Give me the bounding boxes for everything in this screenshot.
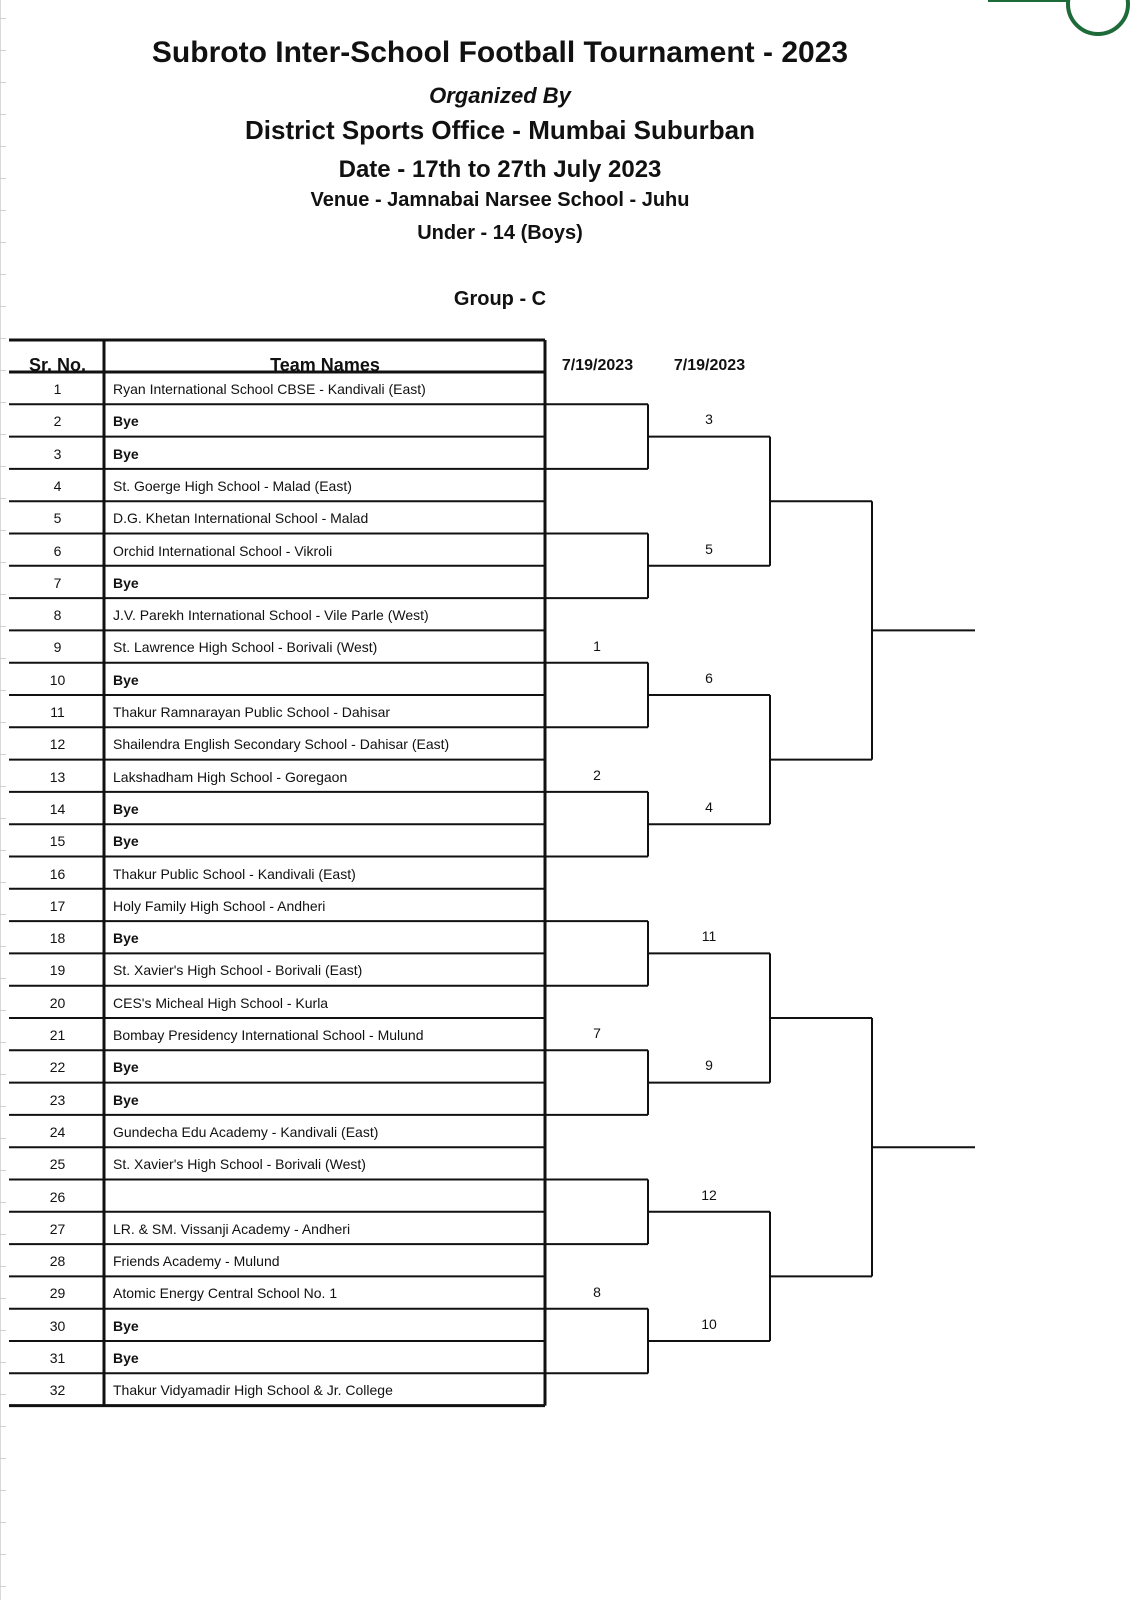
team-name: J.V. Parekh International School - Vile Parle (West): [113, 607, 429, 624]
row-number: 2: [53, 413, 62, 430]
team-name: CES's Micheal High School - Kurla: [113, 994, 329, 1011]
round2-match-label: 12: [701, 1186, 717, 1203]
col-header-team-names: Team Names: [270, 355, 380, 375]
organizer-office: District Sports Office - Mumbai Suburban: [245, 115, 755, 145]
team-name: Thakur Vidyamadir High School & Jr. College: [113, 1382, 393, 1399]
round2-match-label: 6: [705, 669, 713, 686]
tournament-date: Date - 17th to 27th July 2023: [338, 156, 662, 183]
row-number: 21: [49, 1027, 66, 1043]
row-number: 23: [49, 1091, 66, 1108]
row-number: 5: [53, 510, 62, 527]
team-name: St. Xavier's High School - Borivali (East): [113, 962, 363, 979]
round2-match-label: 4: [705, 799, 713, 816]
team-name: St. Xavier's High School - Borivali (West): [113, 1156, 366, 1173]
age-category: Under - 14 (Boys): [417, 222, 583, 244]
row-number: 19: [49, 962, 66, 979]
row-number: 7: [53, 574, 62, 591]
team-name: Bye: [113, 413, 139, 430]
team-name: Gundecha Edu Academy - Kandivali (East): [113, 1123, 379, 1140]
team-name: Holy Family High School - Andheri: [113, 897, 326, 914]
team-name: Shailendra English Secondary School - Dahisar (East): [113, 736, 450, 753]
row-number: 6: [53, 542, 62, 559]
round2-match-label: 3: [705, 411, 713, 428]
row-number: 3: [53, 445, 62, 462]
team-name: Bye: [113, 1059, 139, 1076]
team-name: Atomic Energy Central School No. 1: [113, 1285, 338, 1302]
team-name: Bye: [113, 930, 139, 947]
corner-decoration: [988, 0, 1068, 2]
team-name: Bye: [113, 1350, 139, 1366]
team-name: Bye: [113, 833, 139, 850]
row-number: 4: [53, 477, 62, 494]
row-number: 12: [49, 736, 66, 753]
team-name: D.G. Khetan International School - Malad: [113, 510, 369, 527]
row-number: 17: [49, 897, 66, 914]
row-number: 11: [50, 704, 65, 720]
organized-by: Organized By: [429, 83, 571, 108]
row-number: 25: [49, 1156, 66, 1173]
row-number: 14: [49, 800, 66, 817]
row-number: 16: [49, 865, 66, 882]
round1-match-label: 1: [593, 637, 601, 654]
team-name: St. Goerge High School - Malad (East): [113, 477, 352, 494]
corner-circle-icon: [1066, 0, 1130, 36]
row-number: 1: [53, 381, 62, 397]
team-name: Thakur Ramnarayan Public School - Dahisar: [113, 704, 391, 720]
round1-match-label: 7: [593, 1025, 601, 1042]
team-name: Bye: [113, 1317, 139, 1334]
round1-date: 7/19/2023: [561, 357, 634, 374]
tournament-venue: Venue - Jamnabai Narsee School - Juhu: [310, 189, 690, 211]
row-number: 32: [49, 1382, 66, 1399]
team-name: Bombay Presidency International School - Mulund: [113, 1027, 424, 1043]
team-name: Bye: [113, 671, 139, 688]
team-name: Bye: [113, 445, 139, 462]
team-name: Bye: [113, 574, 139, 591]
team-name: Bye: [113, 800, 139, 817]
round2-date: 7/19/2023: [673, 357, 746, 374]
team-name: Bye: [113, 1091, 139, 1108]
team-name: St. Lawrence High School - Borivali (West): [113, 639, 378, 656]
row-number: 20: [49, 994, 66, 1011]
round2-match-label: 5: [705, 540, 713, 557]
row-number: 22: [49, 1059, 66, 1076]
row-number: 27: [49, 1220, 66, 1237]
round2-match-label: 9: [705, 1057, 713, 1074]
round1-match-label: 8: [593, 1283, 601, 1300]
row-number: 24: [49, 1123, 66, 1140]
team-name: Thakur Public School - Kandivali (East): [113, 865, 356, 882]
row-number: 10: [49, 671, 66, 688]
row-number: 9: [53, 639, 62, 656]
row-number: 26: [49, 1188, 66, 1205]
row-number: 18: [49, 930, 66, 947]
team-name: Ryan International School CBSE - Kandivali (East): [113, 381, 426, 397]
round2-match-label: 10: [701, 1315, 717, 1332]
row-number: 30: [49, 1317, 66, 1334]
tournament-title: Subroto Inter-School Football Tournament - 2023: [151, 36, 849, 69]
round1-match-label: 2: [593, 766, 601, 783]
team-name: Lakshadham High School - Goregaon: [113, 768, 348, 785]
row-number: 8: [53, 607, 62, 624]
round2-match-label: 11: [701, 928, 717, 945]
row-number: 15: [49, 833, 66, 850]
team-name: LR. & SM. Vissanji Academy - Andheri: [113, 1220, 351, 1237]
team-name: Orchid International School - Vikroli: [113, 542, 333, 559]
row-number: 28: [49, 1253, 66, 1270]
team-name: Friends Academy - Mulund: [113, 1253, 280, 1270]
row-number: 29: [49, 1285, 66, 1302]
row-number: 13: [49, 768, 66, 785]
col-header-sr-no: Sr. No.: [28, 355, 86, 375]
group-title: Group - C: [453, 288, 547, 310]
row-number: 31: [49, 1350, 66, 1366]
